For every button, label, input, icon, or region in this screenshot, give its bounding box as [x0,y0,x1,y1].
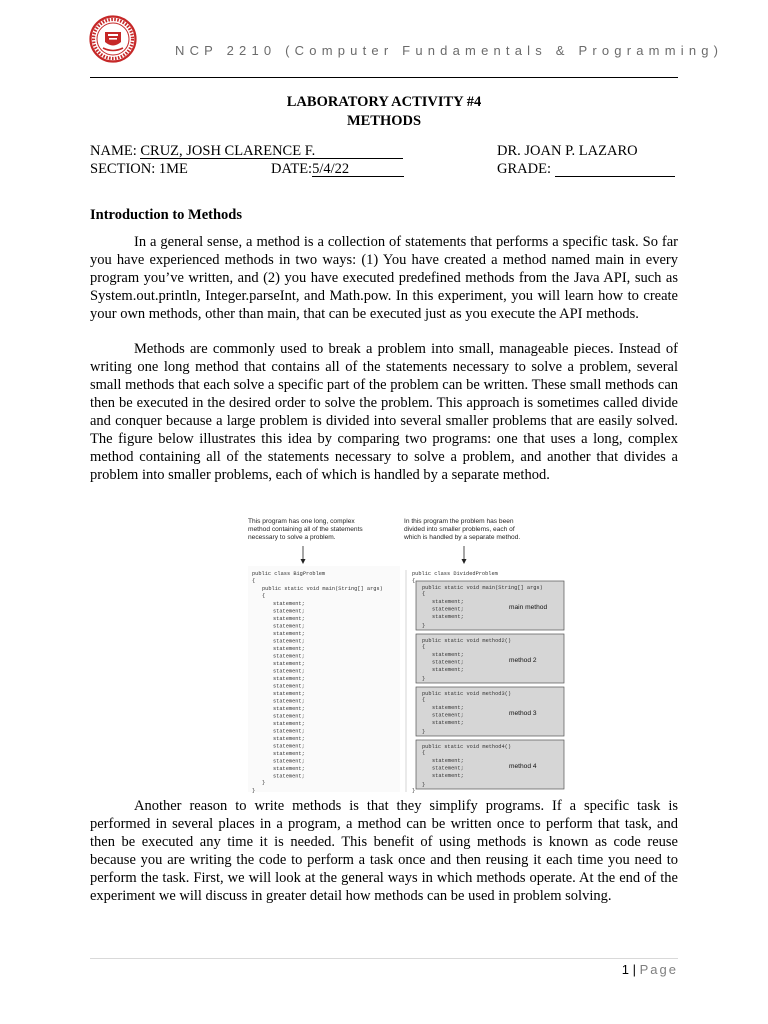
left-statement-line: statement; [273,676,305,682]
right-class-open-brace: { [412,578,416,584]
name-value: CRUZ, JOSH CLARENCE F. [140,144,403,159]
date-value: 5/4/22 [312,162,404,177]
method-open-brace: { [422,750,426,756]
left-caption-line: necessary to solve a problem. [248,534,336,541]
method-open-brace: { [422,591,426,597]
left-caption-line: This program has one long, complex [248,518,355,525]
methods-diagram [246,514,568,794]
left-statement-line: statement; [273,623,305,630]
left-statement-line: statement; [273,691,305,697]
right-class-decl: public class DividedProblem [412,571,498,577]
left-statement-line: statement; [273,601,305,607]
paragraph-3: Another reason to write methods is that they simplify programs. If a specific task is performed in several places in a program, a method can be written once to perform that task, and then be executed any time it is needed. This benefit of using methods is known as code reuse because you are writing the code to perform a task once and then reusing it each time you need to perform the task. First, we will look at the general ways in which methods operate. At the end of the experiment we will discuss in greater detail how methods can be used in problem solving. [90,798,678,904]
left-main-open-brace: { [262,593,266,599]
left-statement-line: statement; [273,631,305,637]
course-header: NCP 2210 (Computer Fundamentals & Programming) [175,43,724,58]
method-signature: public static void method2() [422,638,512,644]
left-statement-line: statement; [273,646,305,652]
left-class-decl: public class BigProblem [252,571,326,577]
right-arrow-head [462,559,467,564]
instructor-name: DR. JOAN P. LAZARO [497,143,638,159]
left-statement-line: statement; [273,608,305,615]
paragraph-2: Methods are commonly used to break a problem into small, manageable pieces. Instead of writing one long method that contains all of the statements necessary to solve a problem, several small methods that each solve a specific part of the problem can be written. These small methods can then be executed in the desired order to solve the problem. This approach is sometimes called divide and conquer because a large problem is divided into several smaller problems that are easily solved. The figure below illustrates this idea by comparing two programs: one that uses a long, complex method containing all of the statements necessary to solve a problem, and another that divides a problem into smaller problems, each of which is handled by a separate method. [90,341,678,483]
methods-figure [246,514,568,794]
right-methods-group [416,581,564,789]
section-row [90,161,188,178]
method-label: method 4 [509,763,537,770]
paragraph-1: In a general sense, a method is a collection of statements that performs a specific task. So far you have experienced methods in two ways: (1) You have created a method named main in every program you’ve written, and (2) you have executed predefined methods from the Java API, such as System.out.println, Integer.parseInt, and Math.pow. In this experiment, you will learn how to create your own methods, other than main, that can be executed just as you execute the API methods. [90,234,678,322]
left-statement-line: statement; [273,773,305,780]
method-open-brace: { [422,697,426,703]
date-label: DATE: [271,161,313,177]
name-label: NAME: [90,143,137,159]
left-arrow-head [301,559,306,564]
method-statement-line: statement; [432,652,464,658]
footer-separator: | [632,962,636,977]
grade-row [497,161,675,178]
left-caption-line: method containing all of the statements [248,526,363,533]
left-statement-line: statement; [273,683,305,690]
left-statement-line: statement; [273,653,305,660]
university-seal-logo [89,15,137,63]
method-close-brace: } [422,623,426,629]
page-number: 1 [621,962,629,977]
method-statement-line: statement; [432,758,464,764]
right-class-close-brace: } [412,788,416,794]
left-statement-line: statement; [273,743,305,750]
left-statement-line: statement; [273,721,305,727]
grade-blank [555,162,675,177]
activity-subtitle: METHODS [346,113,422,129]
left-main-close-brace: } [262,780,266,786]
method-signature: public static void method3() [422,691,512,697]
left-statement-line: statement; [273,661,305,667]
method-statement-line: statement; [432,765,464,772]
left-statement-line: statement; [273,766,305,772]
date-row [271,161,404,178]
method-statement-line: statement; [432,773,464,779]
left-statement-line: statement; [273,698,305,705]
grade-label: GRADE: [497,161,551,177]
section-label: SECTION: [90,161,156,177]
method-statement-line: statement; [432,614,464,620]
left-class-close-brace: } [252,788,256,794]
page-footer [622,962,678,977]
section-value: 1ME [158,161,188,177]
method-open-brace: { [422,644,426,650]
activity-title: LABORATORY ACTIVITY #4 [286,94,482,110]
method-label: main method [509,604,548,611]
right-caption-line: divided into smaller problems, each of [404,526,515,533]
left-statements-group [273,601,305,780]
method-close-brace: } [422,782,426,788]
method-signature: public static void method4() [422,744,512,750]
left-statement-line: statement; [273,728,305,735]
section-heading: Introduction to Methods [90,207,242,223]
method-statement-line: statement; [432,705,464,711]
method-statement-line: statement; [432,606,464,613]
method-statement-line: statement; [432,659,464,666]
left-statement-line: statement; [273,638,305,645]
method-statement-line: statement; [432,720,464,726]
method-close-brace: } [422,676,426,682]
method-statement-line: statement; [432,712,464,719]
left-program-panel [248,566,400,792]
page-label: Page [639,962,678,977]
method-label: method 3 [509,710,537,717]
footer-divider [90,958,678,959]
left-statement-line: statement; [273,706,305,712]
left-statement-line: statement; [273,668,305,675]
left-statement-line: statement; [273,713,305,720]
name-row [90,143,403,160]
method-label: method 2 [509,657,537,664]
header-divider [90,77,678,78]
left-statement-line: statement; [273,758,305,765]
right-caption-line: which is handled by a separate method. [404,534,521,541]
left-statement-line: statement; [273,751,305,757]
method-statement-line: statement; [432,599,464,605]
method-statement-line: statement; [432,667,464,673]
left-statement-line: statement; [273,616,305,622]
right-caption-line: In this program the problem has been [404,518,514,525]
method-close-brace: } [422,729,426,735]
left-class-open-brace: { [252,578,256,584]
method-signature: public static void main(String[] args) [422,585,543,591]
left-main-signature: public static void main(String[] args) [262,586,383,592]
left-statement-line: statement; [273,736,305,742]
